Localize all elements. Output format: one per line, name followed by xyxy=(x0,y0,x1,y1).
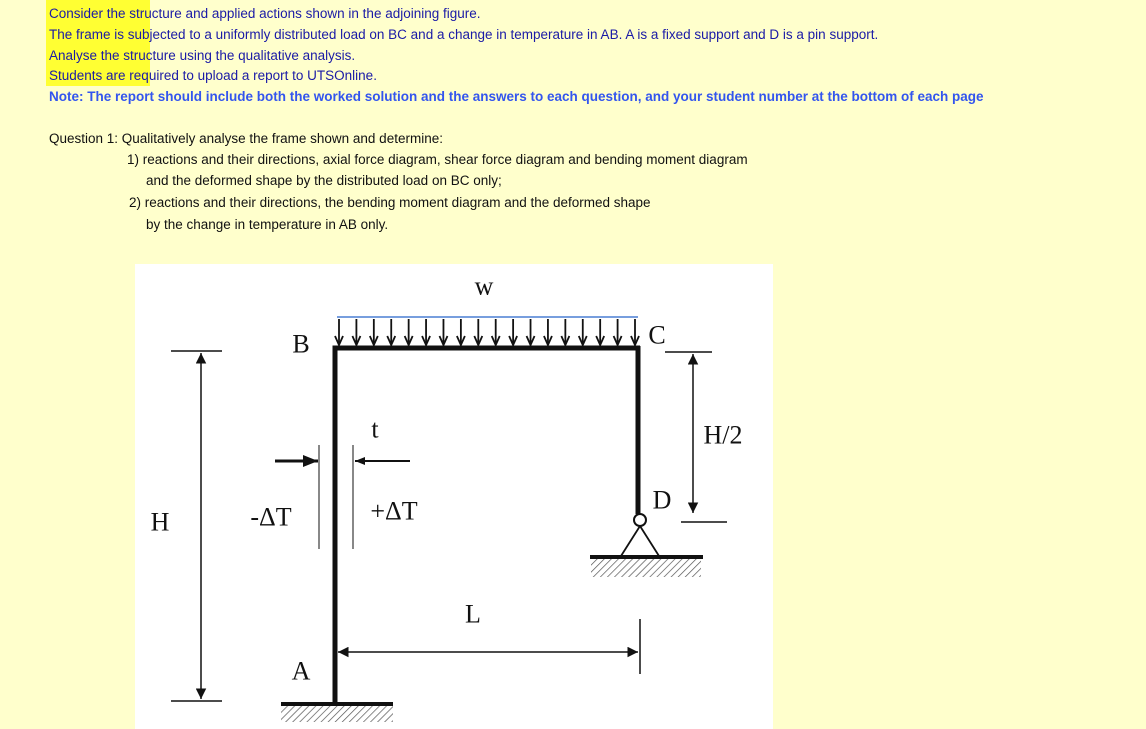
udl-arrows xyxy=(335,319,639,345)
temp-plus-label: +ΔT xyxy=(370,496,418,526)
node-a-label: A xyxy=(291,656,311,686)
question-item-2-line-1: 2) reactions and their directions, the bending moment diagram and the deformed shape xyxy=(129,195,651,210)
question-item-2-line-2: by the change in temperature in AB only. xyxy=(146,217,389,232)
frame-diagram xyxy=(135,264,773,729)
load-label: w xyxy=(474,271,494,301)
half-height-label: H/2 xyxy=(703,420,743,450)
fixed-support-hatch xyxy=(281,706,393,722)
thickness-label: t xyxy=(371,414,379,444)
question-item-1-line-1: 1) reactions and their directions, axial force diagram, shear force diagram and bending moment diagram xyxy=(127,152,748,167)
node-c-label: C xyxy=(648,320,666,350)
intro-line-1: Consider the structure and applied actions shown in the adjoining figure. xyxy=(49,6,481,21)
intro-line-3: Analyse the structure using the qualitative analysis. xyxy=(49,48,356,63)
intro-line-2: The frame is subjected to a uniformly distributed load on BC and a change in temperature in AB. A is a fixed support and D is a pin support. xyxy=(49,27,879,42)
pin-support-d xyxy=(621,526,659,556)
pin-d-circle xyxy=(634,514,646,526)
temp-minus-label: -ΔT xyxy=(250,502,292,532)
node-d-label: D xyxy=(652,485,672,515)
pin-support-hatch xyxy=(591,559,701,577)
node-b-label: B xyxy=(292,329,310,359)
frame-figure xyxy=(135,264,773,729)
span-label: L xyxy=(465,599,481,629)
intro-line-4: Students are required to upload a report to UTSOnline. xyxy=(49,68,377,83)
note-line: Note: The report should include both the worked solution and the answers to each question, and your student number at the bottom of each page xyxy=(49,89,984,104)
question-title: Question 1: Qualitatively analyse the frame shown and determine: xyxy=(49,131,443,146)
height-label: H xyxy=(150,507,170,537)
question-item-1-line-2: and the deformed shape by the distributed load on BC only; xyxy=(146,173,502,188)
